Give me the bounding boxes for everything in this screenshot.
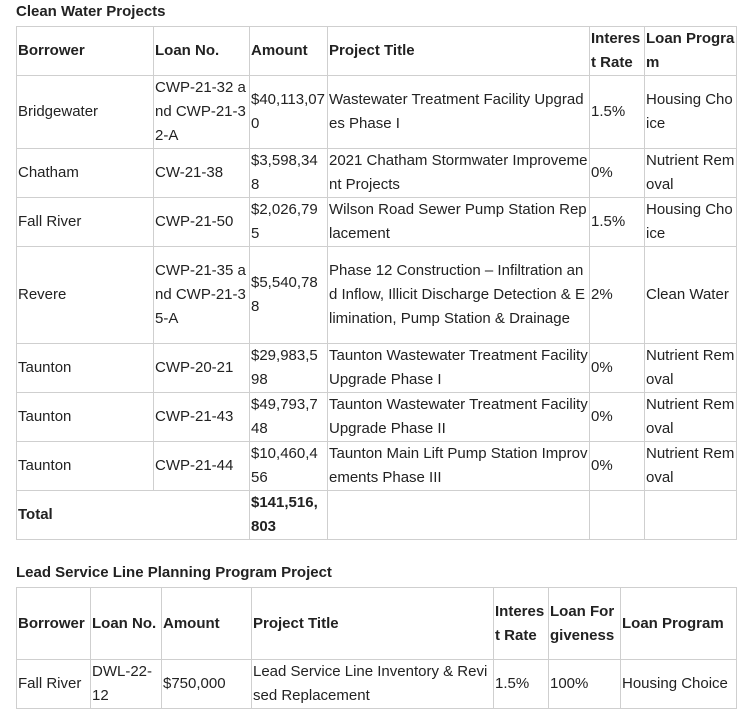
table-row <box>17 198 737 247</box>
total-row <box>17 491 737 540</box>
col-header-loan-no: Loan No. <box>91 588 162 660</box>
borrower-cell: Taunton <box>17 393 154 442</box>
empty-cell <box>645 491 737 540</box>
amount-cell: $750,000 <box>162 660 252 709</box>
col-header-loan-forgiveness: Loan Forgiveness <box>549 588 621 660</box>
project-title-cell: Taunton Wastewater Treatment Facility Upgrade Phase I <box>328 344 590 393</box>
loan-no-cell: CWP-20-21 <box>154 344 250 393</box>
lead-service-line-heading: Lead Service Line Planning Program Project <box>16 564 332 581</box>
borrower-cell: Chatham <box>17 149 154 198</box>
project-title-cell: Wilson Road Sewer Pump Station Replacement <box>328 198 590 247</box>
loan-no-cell: CWP-21-44 <box>154 442 250 491</box>
amount-cell: $10,460,456 <box>250 442 328 491</box>
col-header-interest-rate: Interest Rate <box>494 588 549 660</box>
table-header-row <box>17 27 737 76</box>
col-header-amount: Amount <box>162 588 252 660</box>
interest-rate-cell: 2% <box>590 247 645 344</box>
amount-cell: $5,540,788 <box>250 247 328 344</box>
col-header-project-title: Project Title <box>328 27 590 76</box>
table-row <box>17 149 737 198</box>
col-header-interest-rate: Interest Rate <box>590 27 645 76</box>
loan-program-cell: Nutrient Removal <box>645 393 737 442</box>
interest-rate-cell: 0% <box>590 149 645 198</box>
loan-program-cell: Nutrient Removal <box>645 344 737 393</box>
borrower-cell: Fall River <box>17 198 154 247</box>
interest-rate-cell: 0% <box>590 344 645 393</box>
table-row <box>17 76 737 149</box>
borrower-cell: Taunton <box>17 344 154 393</box>
table-row <box>17 247 737 344</box>
amount-cell: $29,983,598 <box>250 344 328 393</box>
amount-cell: $40,113,070 <box>250 76 328 149</box>
interest-rate-cell: 1.5% <box>590 76 645 149</box>
loan-no-cell: CWP-21-32 and CWP-21-32-A <box>154 76 250 149</box>
table-row <box>17 660 737 709</box>
col-header-amount: Amount <box>250 27 328 76</box>
amount-cell: $2,026,795 <box>250 198 328 247</box>
loan-no-cell: CW-21-38 <box>154 149 250 198</box>
loan-program-cell: Nutrient Removal <box>645 442 737 491</box>
table-row <box>17 393 737 442</box>
project-title-cell: 2021 Chatham Stormwater Improvement Projects <box>328 149 590 198</box>
project-title-cell: Lead Service Line Inventory & Revised Replacement <box>252 660 494 709</box>
loan-no-cell: CWP-21-35 and CWP-21-35-A <box>154 247 250 344</box>
borrower-cell: Revere <box>17 247 154 344</box>
empty-cell <box>590 491 645 540</box>
table-row <box>17 344 737 393</box>
empty-cell <box>328 491 590 540</box>
interest-rate-cell: 1.5% <box>590 198 645 247</box>
col-header-borrower: Borrower <box>17 588 91 660</box>
loan-program-cell: Clean Water <box>645 247 737 344</box>
borrower-cell: Bridgewater <box>17 76 154 149</box>
col-header-loan-program: Loan Program <box>645 27 737 76</box>
borrower-cell: Fall River <box>17 660 91 709</box>
col-header-loan-program: Loan Program <box>621 588 737 660</box>
loan-no-cell: CWP-21-50 <box>154 198 250 247</box>
clean-water-table <box>16 26 737 540</box>
clean-water-heading: Clean Water Projects <box>16 3 166 20</box>
loan-forgiveness-cell: 100% <box>549 660 621 709</box>
loan-no-cell: DWL-22-12 <box>91 660 162 709</box>
table-row <box>17 442 737 491</box>
interest-rate-cell: 0% <box>590 393 645 442</box>
loan-program-cell: Housing Choice <box>645 198 737 247</box>
table-header-row <box>17 588 737 660</box>
col-header-project-title: Project Title <box>252 588 494 660</box>
project-title-cell: Wastewater Treatment Facility Upgrades Phase I <box>328 76 590 149</box>
loan-program-cell: Nutrient Removal <box>645 149 737 198</box>
total-label: Total <box>17 491 250 540</box>
project-title-cell: Taunton Wastewater Treatment Facility Upgrade Phase II <box>328 393 590 442</box>
loan-program-cell: Housing Choice <box>645 76 737 149</box>
amount-cell: $3,598,348 <box>250 149 328 198</box>
loan-program-cell: Housing Choice <box>621 660 737 709</box>
total-amount: $141,516,803 <box>250 491 328 540</box>
col-header-borrower: Borrower <box>17 27 154 76</box>
amount-cell: $49,793,748 <box>250 393 328 442</box>
interest-rate-cell: 1.5% <box>494 660 549 709</box>
interest-rate-cell: 0% <box>590 442 645 491</box>
lead-service-line-table <box>16 587 737 709</box>
borrower-cell: Taunton <box>17 442 154 491</box>
project-title-cell: Phase 12 Construction – Infiltration and Inflow, Illicit Discharge Detection & Elimination, Pump Station & Drainage <box>328 247 590 344</box>
col-header-loan-no: Loan No. <box>154 27 250 76</box>
project-title-cell: Taunton Main Lift Pump Station Improvements Phase III <box>328 442 590 491</box>
loan-no-cell: CWP-21-43 <box>154 393 250 442</box>
